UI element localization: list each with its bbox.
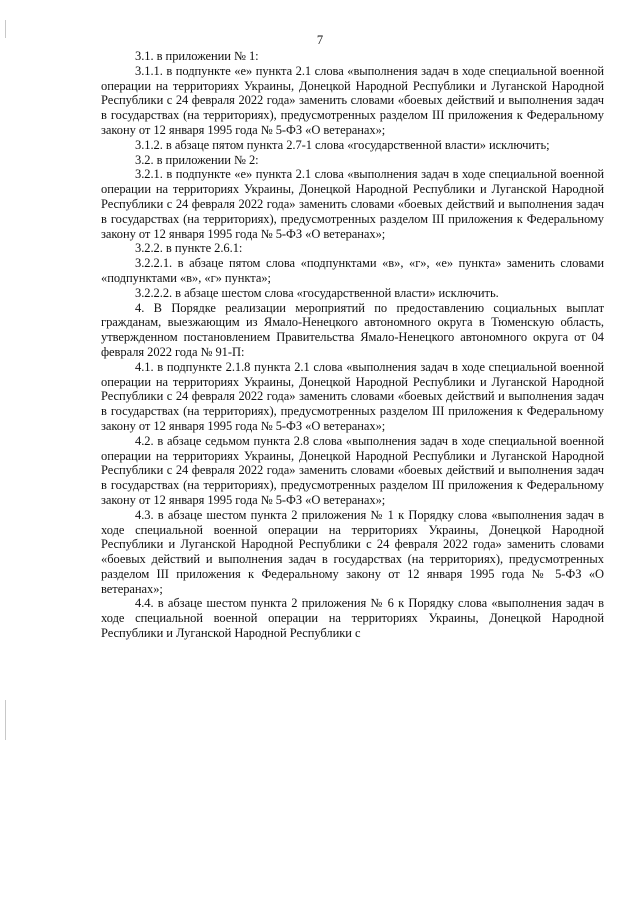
paragraph: 3.2.2.1. в абзаце пятом слова «подпунктами «в», «г», «е» пункта» заменить словами «подпунктами «в», «г» пункта»;	[101, 256, 604, 285]
paragraph: 3.2.1. в подпункте «е» пункта 2.1 слова «выполнения задач в ходе специальной военной операции на территориях Украины, Донецкой Народной Республики и Луганской Народной Республики с 24 февраля 2022 года» заменить словами «боевых действий и выполнения задач в государствах (на территориях), предусмотренных разделом III приложения к Федеральному закону от 12 января 1995 года № 5-ФЗ «О ветеранах»;	[101, 167, 604, 241]
paragraph: 4.1. в подпункте 2.1.8 пункта 2.1 слова «выполнения задач в ходе специальной военной операции на территориях Украины, Донецкой Народной Республики и Луганской Народной Республики с 24 февраля 2022 года» заменить словами «боевых действий и выполнения задач в государствах (на территориях), предусмотренных разделом III приложения к Федеральному закону от 12 января 1995 года № 5-ФЗ «О ветеранах»;	[101, 359, 604, 433]
paragraph: 3.1. в приложении № 1:	[135, 49, 259, 63]
paragraph: 3.2.2. в пункте 2.6.1:	[135, 241, 243, 256]
paragraph: 4.3. в абзаце шестом пункта 2 приложения № 1 к Порядку слова «выполнения задач в ходе специальной военной операции на территориях Украины, Донецкой Народной Республики и Луганской Народной Республики с 24 февраля 2022 года» заменить словами «боевых действий и выполнения задач в государствах (на территориях), предусмотренных разделом III приложения к Федеральному закону от 12 января 1995 года № 5-ФЗ «О ветеранах»;	[101, 507, 604, 596]
document-body	[101, 49, 604, 641]
paragraph: 3.2. в приложении № 2:	[135, 152, 259, 167]
paragraph: 3.1.2. в абзаце пятом пункта 2.7-1 слова «государственной власти» исключить;	[135, 137, 550, 152]
left-margin-mark	[5, 700, 6, 740]
page-number: 7	[316, 33, 324, 47]
paragraph: 3.1.1. в подпункте «е» пункта 2.1 слова «выполнения задач в ходе специальной военной операции на территориях Украины, Донецкой Народной Республики и Луганской Народной Республики с 24 февраля 2022 года» заменить словами «боевых действий и выполнения задач в государствах (на территориях), предусмотренных разделом III приложения к Федеральному закону от 12 января 1995 года № 5-ФЗ «О ветеранах»;	[101, 63, 604, 137]
paragraph: 4.4. в абзаце шестом пункта 2 приложения № 6 к Порядку слова «выполнения задач в ходе специальной военной операции на территориях Украины, Донецкой Народной Республики и Луганской Народной Республики с	[101, 596, 604, 641]
paragraph: 4. В Порядке реализации мероприятий по предоставлению социальных выплат гражданам, выезжающим из Ямало-Ненецкого автономного округа в Тюменскую область, утвержденном постановлением Правительства Ямало-Ненецкого автономного округа от 04 февраля 2022 года № 91-П:	[101, 300, 604, 359]
paragraph: 3.2.2.2. в абзаце шестом слова «государственной власти» исключить.	[135, 285, 499, 300]
paragraph: 4.2. в абзаце седьмом пункта 2.8 слова «выполнения задач в ходе специальной военной операции на территориях Украины, Донецкой Народной Республики и Луганской Народной Республики с 24 февраля 2022 года» заменить словами «боевых действий и выполнения задач в государствах (на территориях), предусмотренных разделом III приложения к Федеральному закону от 12 января 1995 года № 5-ФЗ «О ветеранах»;	[101, 433, 604, 507]
